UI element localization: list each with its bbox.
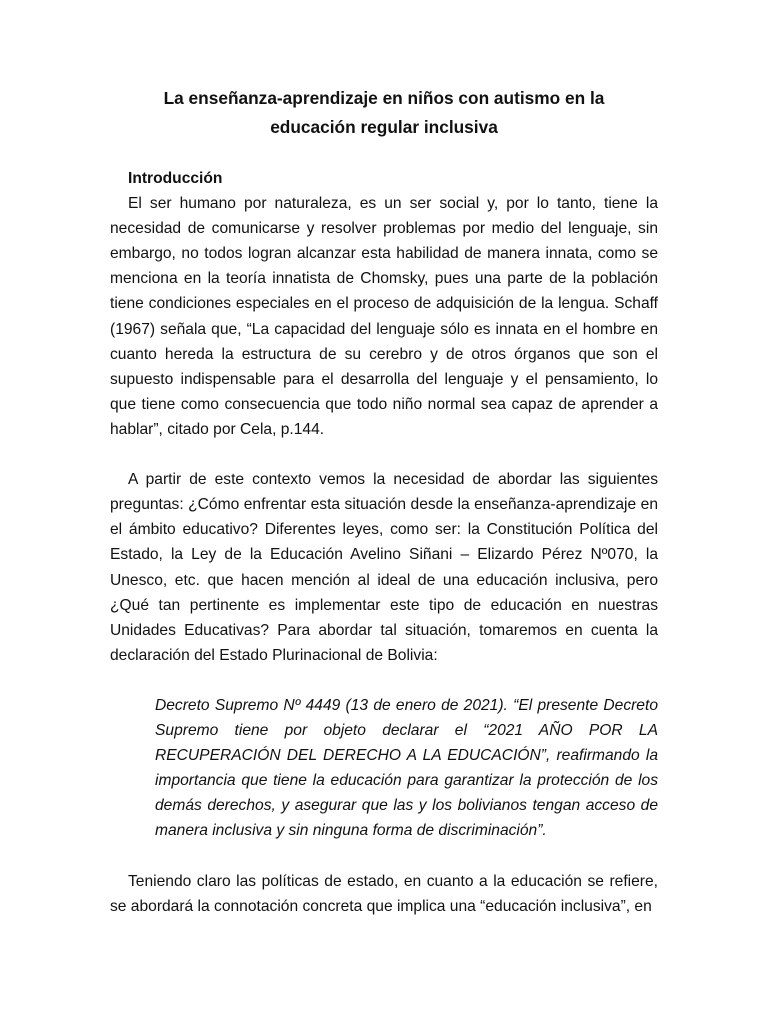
paragraph-2: A partir de este contexto vemos la necesidad de abordar las siguientes preguntas: ¿Cómo enfrentar esta situación desde la enseñanza-aprendizaje en el ámbito educativo? Diferentes leyes, como ser: la Constitución Política del Estado, la Ley de la Educación Avelino Siñani – Elizardo Pérez Nº070, la Unesco, etc. que hacen mención al ideal de una educación inclusiva, pero ¿Qué tan pertinente es implementar este tipo de educación en nuestras Unidades Educativas? Para abordar tal situación, tomaremos en cuenta la declaración del Estado Plurinacional de Bolivia: bbox=[110, 471, 658, 664]
block-quote: Decreto Supremo Nº 4449 (13 de enero de 2021). “El presente Decreto Supremo tiene por objeto declarar el “2021 AÑO POR LA RECUPERACIÓN DEL DERECHO A LA EDUCACIÓN”, reafirmando la importancia que tiene la educación para garantizar la protección de los demás derechos, y asegurar que las y los bolivianos tengan acceso de manera inclusiva y sin ninguna forma de discriminación”. bbox=[155, 696, 658, 840]
document-body bbox=[110, 166, 658, 919]
section-heading: Introducción bbox=[128, 170, 223, 187]
paragraph-1: El ser humano por naturaleza, es un ser social y, por lo tanto, tiene la necesidad de comunicarse y resolver problemas por medio del lenguaje, sin embargo, no todos logran alcanzar esta habilidad de manera innata, como se menciona en la teoría innatista de Chomsky, pues una parte de la población tiene condiciones especiales en el proceso de adquisición de la lengua. Schaff (1967) señala que, “La capacidad del lenguaje sólo es innata en el hombre en cuanto hereda la estructura de su cerebro y de otros órganos que son el supuesto indispensable para el desarrolla del lenguaje y el pensamiento, lo que tiene como consecuencia que todo niño normal sea capaz de aprender a hablar”, citado por Cela, p.144. bbox=[110, 195, 658, 438]
document-title bbox=[110, 84, 658, 142]
paragraph-3: Teniendo claro las políticas de estado, en cuanto a la educación se refiere, se abordará la connotación concreta que implica una “educación inclusiva”, en bbox=[110, 872, 658, 915]
paragraph-spacer bbox=[110, 442, 658, 467]
title-line-1: La enseñanza-aprendizaje en niños con autismo en la bbox=[163, 88, 605, 108]
title-line-2: educación regular inclusiva bbox=[270, 117, 498, 137]
paragraph-spacer bbox=[110, 844, 658, 869]
paragraph-spacer bbox=[110, 668, 658, 693]
